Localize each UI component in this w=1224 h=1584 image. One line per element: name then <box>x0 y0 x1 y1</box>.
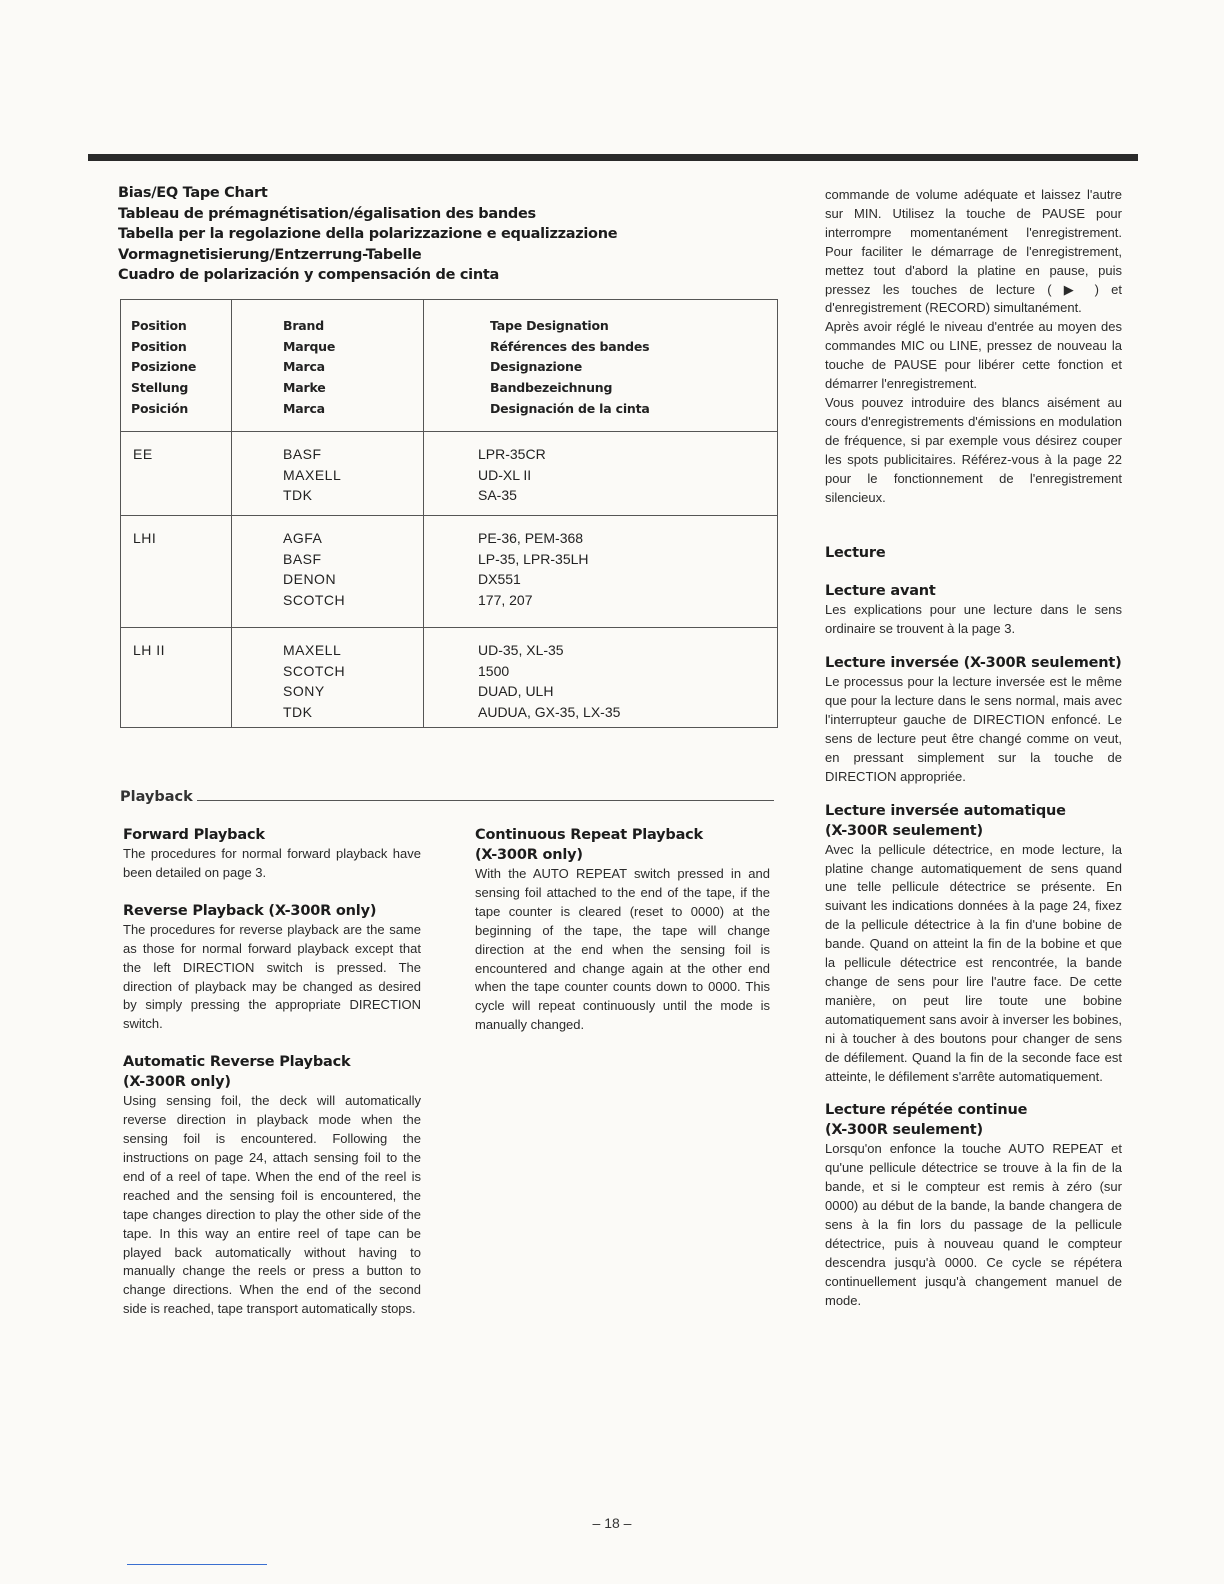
lecture-repetee-text: Lorsqu'on enfonce la touche AUTO REPEAT et qu'une pellicule détectrice se trouve à la fin de la bande, et si le compteur est remis à zéro (sur 0000) au début de la bande, la bande changera de sens à la fin lors du passage de la pellicule détectrice, puis à nouveau quand le compteur descendra jusqu'à 0000. Ce cycle se répétera continuellement jusqu'à changement manuel de mode. <box>825 1141 1122 1308</box>
auto-reverse-title: Automatic Reverse Playback <box>123 1054 351 1071</box>
english-column-right <box>475 825 770 1035</box>
lecture-repetee-title: Lecture répétée continue <box>825 1102 1028 1119</box>
section-divider <box>120 800 774 801</box>
chart-title-fr: Tableau de prémagnétisation/égalisation des bandes <box>118 205 536 222</box>
table-row <box>121 628 778 728</box>
lecture-inversee-title: Lecture inversée (X-300R seulement) <box>825 655 1122 672</box>
forward-playback-title: Forward Playback <box>123 827 265 843</box>
french-intro-text: commande de volume adéquate et laissez l'autre sur MIN. Utilisez la touche de PAUSE pour interrompre momentanément l'enregistrement. Pour faciliter le démarrage de l'enregistrement, mettez tout d'abord la platine en pause, puis pressez les touches de lecture ( ▶ ) et d'enregistrement (RECORD) simultanément. <box>825 187 1122 316</box>
forward-playback-text: The procedures for normal forward playback have been detailed on page 3. <box>123 846 421 880</box>
designation-cell: LPR-35CR UD-XL II SA-35 <box>478 446 546 504</box>
table-header-row <box>121 300 778 432</box>
brand-cell: BASF MAXELL TDK <box>283 446 342 504</box>
reverse-playback-text: The procedures for reverse playback are the same as those for normal forward playback except that the left DIRECTION switch is pressed. The direction of playback may be changed as desired by simply pressing the appropriate DIRECTION switch. <box>123 921 421 1032</box>
tape-chart-table <box>120 299 778 728</box>
lecture-auto-title: Lecture inversée automatique <box>825 802 1066 819</box>
playback-section-heading: Playback <box>120 789 774 811</box>
position-cell: EE <box>133 446 153 462</box>
continuous-repeat-title: Continuous Repeat Playback <box>475 827 704 843</box>
lecture-auto-subtitle: (X-300R seulement) <box>825 822 983 839</box>
footer-rule <box>127 1564 267 1565</box>
lecture-avant-text: Les explications pour une lecture dans le sens ordinaire se trouvent à la page 3. <box>825 602 1122 637</box>
designation-cell: UD-35, XL-35 1500 DUAD, ULH AUDUA, GX-35, LX-35 <box>478 642 621 721</box>
french-intro-text-3: Vous pouvez introduire des blancs aisément au cours d'enregistrements d'émissions en modulation de fréquence, si par exemple vous désirez couper les spots publicitaires. Référez-vous à la page 22 pour le fonctionnement de l'enregistrement silencieux. <box>825 394 1122 505</box>
brand-cell: AGFA BASF DENON SCOTCH <box>283 530 346 609</box>
top-rule <box>88 154 1138 161</box>
lecture-auto-text: Avec la pellicule détectrice, en mode lecture, la platine change automatiquement de sens quand une telle pellicule détectrice se présente. En suivant les indications données à la page 24, fixez de la pellicule détectrice à la fin d'une bobine de bande. Quand on atteint la fin de la bobine et que la pellicule détectrice est rencontrée, la bande change de sens pour lire l'autre face. De cette manière, on peut lire toute une bobine automatiquement sans avoir à inverser les bobines, ni à toucher à des boutons pour changer de sens de défilement. Quand la fin de la seconde face est atteinte, le défilement s'arrête automatiquement. <box>825 841 1122 1084</box>
reverse-playback-title: Reverse Playback (X-300R only) <box>123 902 377 919</box>
french-intro-text-2: Après avoir réglé le niveau d'entrée au moyen des commandes MIC ou LINE, pressez de nouveau la touche de PAUSE pour libérer cette fonction et démarrer l'enregistrement. <box>825 319 1122 392</box>
chart-title-it: Tabella per la regolazione della polarizzazione e equalizzazione <box>118 226 618 242</box>
auto-reverse-text: Using sensing foil, the deck will automatically reverse direction in playback mode when the sensing foil is encountered. Following the instructions on page 24, attach sensing foil to the end of a reel of tape. When the end of the reel is reached and the sensing foil is encountered, the tape changes direction to play the other side of the tape. In this way an entire reel of tape can be played back automatically without having to manually change the reels or press a button to change directions. When the end of the second side is reached, tape transport automatically stops. <box>123 1093 421 1317</box>
chart-title-en: Bias/EQ Tape Chart <box>118 185 268 201</box>
page-number: – 18 – <box>592 1515 632 1531</box>
french-column <box>825 186 1122 1311</box>
header-position: Position Position Posizione Stellung Posición <box>131 318 197 416</box>
continuous-repeat-text: With the AUTO REPEAT switch pressed in and sensing foil attached to the end of the tape, if the tape counter is cleared (reset to 0000) at the beginning of the tape, the tape will change direction at the end when the sensing foil is encountered and change again at the other end when the tape counter counts down to 0000. This cycle will repeat continuously until the mode is manually changed. <box>475 866 770 1033</box>
chart-title-de: Vormagnetisierung/Entzerrung-Tabelle <box>118 246 422 263</box>
chart-title-es: Cuadro de polarización y compensación de cinta <box>118 267 499 283</box>
header-brand: Brand Marque Marca Marke Marca <box>283 318 336 416</box>
lecture-avant-title: Lecture avant <box>825 583 936 600</box>
lecture-heading: Lecture <box>825 545 886 562</box>
brand-cell: MAXELL SCOTCH SONY TDK <box>283 642 346 721</box>
table-row <box>121 516 778 628</box>
position-cell: LH II <box>133 642 166 658</box>
english-column-left <box>123 825 421 1319</box>
lecture-repetee-subtitle: (X-300R seulement) <box>825 1122 983 1139</box>
designation-cell: PE-36, PEM-368 LP-35, LPR-35LH DX551 177, 207 <box>478 530 589 609</box>
position-cell: LHI <box>133 530 157 546</box>
header-designation: Tape Designation Références des bandes Designazione Bandbezeichnung Designación de la cinta <box>490 318 650 416</box>
lecture-inversee-text: Le processus pour la lecture inversée est le même que pour la lecture dans le sens normal, mais avec l'interrupteur gauche de DIRECTION enfoncé. Le sens de lecture peut être changé comme on veut, en pressant simplement sur la touche de DIRECTION appropriée. <box>825 674 1122 784</box>
continuous-repeat-subtitle: (X-300R only) <box>475 847 583 863</box>
table-row <box>121 432 778 516</box>
auto-reverse-subtitle: (X-300R only) <box>123 1074 231 1091</box>
chart-titles <box>118 183 778 286</box>
